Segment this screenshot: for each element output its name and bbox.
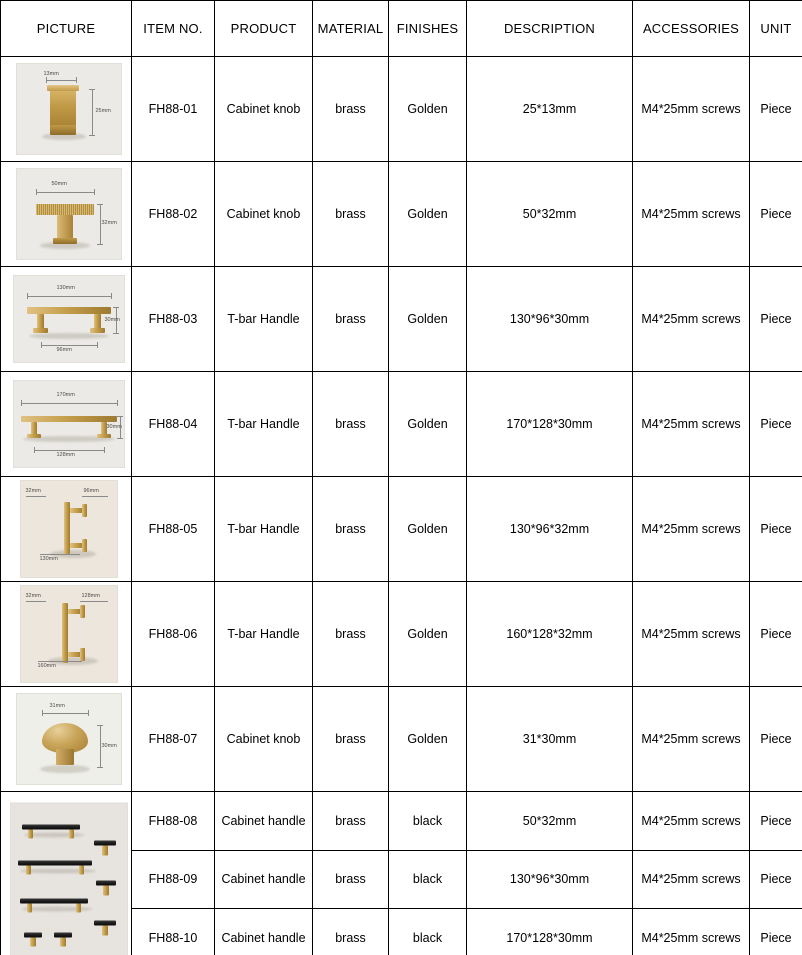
column-header-product: PRODUCT xyxy=(215,1,313,57)
dimension-label-height: 32mm xyxy=(101,220,117,226)
cell-accessories: M4*25mm screws xyxy=(633,850,750,909)
column-header-item-no: ITEM NO. xyxy=(132,1,215,57)
cell-product: Cabinet knob xyxy=(215,57,313,162)
cell-description: 160*128*32mm xyxy=(467,582,633,687)
cell-item-no: FH88-03 xyxy=(132,267,215,372)
cell-material: brass xyxy=(313,850,389,909)
product-photo-tbar-160x128x32 xyxy=(4,584,133,684)
table-row xyxy=(1,372,802,477)
cell-accessories: M4*25mm screws xyxy=(633,372,750,477)
cell-accessories: M4*25mm screws xyxy=(633,162,750,267)
product-photo-tbar-130x96x30 xyxy=(4,269,133,369)
column-header-description: DESCRIPTION xyxy=(467,1,633,57)
cell-item-no: FH88-10 xyxy=(132,909,215,955)
cell-accessories: M4*25mm screws xyxy=(633,909,750,955)
cell-finishes: black xyxy=(389,792,467,851)
cell-item-no: FH88-07 xyxy=(132,687,215,792)
cell-unit: Piece xyxy=(750,792,802,851)
cell-product: T-bar Handle xyxy=(215,582,313,687)
cell-unit: Piece xyxy=(750,267,802,372)
product-picture-cell xyxy=(1,372,132,477)
cell-finishes: Golden xyxy=(389,687,467,792)
cell-material: brass xyxy=(313,909,389,955)
cell-finishes: Golden xyxy=(389,477,467,582)
cell-description: 130*96*30mm xyxy=(467,267,633,372)
cell-accessories: M4*25mm screws xyxy=(633,477,750,582)
cell-finishes: black xyxy=(389,850,467,909)
dimension-label-width: 170mm xyxy=(56,392,75,398)
product-picture-cell xyxy=(1,792,132,955)
cell-description: 130*96*32mm xyxy=(467,477,633,582)
cell-product: Cabinet handle xyxy=(215,909,313,955)
cell-accessories: M4*25mm screws xyxy=(633,792,750,851)
dimension-label-height: 30mm xyxy=(104,317,120,323)
product-photo-black-handles-group xyxy=(4,794,133,955)
product-photo-cabinet-knob-31x30 xyxy=(4,689,133,789)
dimension-label-width: 13mm xyxy=(43,71,59,77)
product-photo-tbar-170x128x30 xyxy=(4,374,133,474)
product-picture-cell xyxy=(1,687,132,792)
cell-product: T-bar Handle xyxy=(215,372,313,477)
dimension-label-height: 25mm xyxy=(95,108,111,114)
cell-item-no: FH88-05 xyxy=(132,477,215,582)
dimension-label-center: 128mm xyxy=(56,452,75,458)
table-row xyxy=(1,57,802,162)
table-row xyxy=(1,477,802,582)
cell-unit: Piece xyxy=(750,162,802,267)
cell-material: brass xyxy=(313,372,389,477)
cell-finishes: Golden xyxy=(389,372,467,477)
cell-description: 50*32mm xyxy=(467,792,633,851)
cell-product: Cabinet handle xyxy=(215,850,313,909)
handle-bar xyxy=(27,307,111,314)
product-picture-cell xyxy=(1,477,132,582)
dimension-label-width: 32mm xyxy=(25,488,41,494)
cell-description: 31*30mm xyxy=(467,687,633,792)
cell-material: brass xyxy=(313,792,389,851)
column-header-accessories: ACCESSORIES xyxy=(633,1,750,57)
table-row xyxy=(1,792,802,851)
cell-unit: Piece xyxy=(750,909,802,955)
product-photo-tbar-130x96x32 xyxy=(4,479,133,579)
cell-description: 50*32mm xyxy=(467,162,633,267)
cell-item-no: FH88-01 xyxy=(132,57,215,162)
product-picture-cell xyxy=(1,162,132,267)
table-header-row xyxy=(1,1,802,57)
cell-material: brass xyxy=(313,687,389,792)
cell-description: 170*128*30mm xyxy=(467,372,633,477)
table-row xyxy=(1,267,802,372)
cell-unit: Piece xyxy=(750,687,802,792)
dimension-label-width: 31mm xyxy=(49,703,65,709)
cell-material: brass xyxy=(313,57,389,162)
cell-unit: Piece xyxy=(750,582,802,687)
cell-finishes: Golden xyxy=(389,582,467,687)
column-header-unit: UNIT xyxy=(750,1,802,57)
dimension-label-width: 50mm xyxy=(51,181,67,187)
column-header-finishes: FINISHES xyxy=(389,1,467,57)
column-header-picture: PICTURE xyxy=(1,1,132,57)
cell-product: Cabinet knob xyxy=(215,162,313,267)
cell-finishes: black xyxy=(389,909,467,955)
cell-description: 25*13mm xyxy=(467,57,633,162)
cell-finishes: Golden xyxy=(389,57,467,162)
cell-material: brass xyxy=(313,582,389,687)
table-row xyxy=(1,687,802,792)
dimension-label-height: 30mm xyxy=(106,424,122,430)
table-row xyxy=(1,582,802,687)
cell-item-no: FH88-06 xyxy=(132,582,215,687)
cell-product: T-bar Handle xyxy=(215,267,313,372)
cell-material: brass xyxy=(313,477,389,582)
cell-product: T-bar Handle xyxy=(215,477,313,582)
product-photo-cabinet-knob-50x32 xyxy=(4,164,133,264)
product-picture-cell xyxy=(1,582,132,687)
dimension-label-center: 96mm xyxy=(56,347,72,353)
cell-finishes: Golden xyxy=(389,267,467,372)
cell-unit: Piece xyxy=(750,372,802,477)
dimension-label-center: 130mm xyxy=(39,556,58,562)
dimension-label-center: 160mm xyxy=(37,663,56,669)
product-photo-cabinet-knob-25x13 xyxy=(4,59,133,159)
cell-item-no: FH88-02 xyxy=(132,162,215,267)
cell-unit: Piece xyxy=(750,57,802,162)
cell-finishes: Golden xyxy=(389,162,467,267)
dimension-label-height: 30mm xyxy=(101,743,117,749)
cell-material: brass xyxy=(313,267,389,372)
cell-item-no: FH88-04 xyxy=(132,372,215,477)
dimension-label-width: 32mm xyxy=(25,593,41,599)
cell-item-no: FH88-08 xyxy=(132,792,215,851)
product-picture-cell xyxy=(1,57,132,162)
cell-product: Cabinet handle xyxy=(215,792,313,851)
cell-description: 170*128*30mm xyxy=(467,909,633,955)
cell-description: 130*96*30mm xyxy=(467,850,633,909)
product-picture-cell xyxy=(1,267,132,372)
cell-unit: Piece xyxy=(750,850,802,909)
table-row xyxy=(1,162,802,267)
cell-material: brass xyxy=(313,162,389,267)
cell-accessories: M4*25mm screws xyxy=(633,582,750,687)
column-header-material: MATERIAL xyxy=(313,1,389,57)
cell-item-no: FH88-09 xyxy=(132,850,215,909)
cell-accessories: M4*25mm screws xyxy=(633,267,750,372)
dimension-label-width: 130mm xyxy=(56,285,75,291)
cell-accessories: M4*25mm screws xyxy=(633,687,750,792)
dimension-label-height: 96mm xyxy=(83,488,99,494)
dimension-label-height: 128mm xyxy=(81,593,100,599)
cell-accessories: M4*25mm screws xyxy=(633,57,750,162)
cell-product: Cabinet knob xyxy=(215,687,313,792)
cell-unit: Piece xyxy=(750,477,802,582)
